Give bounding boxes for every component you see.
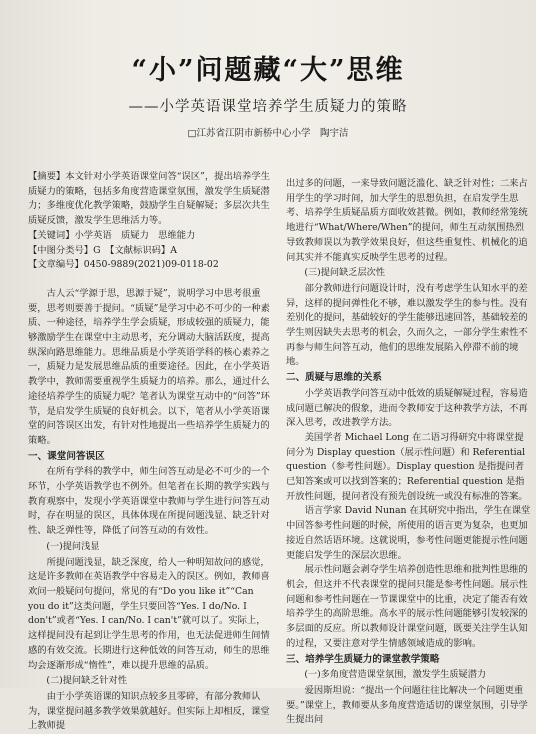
subheading-3-1: (一)多角度营造课堂氛围，激发学生质疑潜力: [304, 669, 487, 681]
subsection-3-1-paragraph: 爱因斯坦说：“提出一个问题往往比解决一个问题更重要。”课堂上，教师要从多角度营造适切的课堂氛围，引导学生提出问: [286, 684, 528, 726]
section-1-paragraph: 在所有学科的教学中，师生问答互动是必不可少的一个环节，小学英语教学也不例外。但笔者在长期的教学实践与教育观察中，发现小学英语课堂中教师与学生进行问答互动时，存在明显的误区，具体体现在所提问题浅显、缺乏针对性、缺乏弹性等，降低了问答互动的有效性。: [28, 466, 270, 537]
subheading-1-3: (三)提问缺乏层次性: [304, 267, 386, 279]
keywords: 【关键词】小学英语 质疑力 思维能力: [28, 229, 196, 241]
article-subtitle: ——小学英语课堂培养学生质疑力的策略: [128, 99, 408, 115]
spacer: [28, 273, 272, 287]
subsection-1-1-paragraph: 所提问题浅显，缺乏深度，给人一种明知故问的感觉，这是许多教师在英语教学中容易走入的误区。例如，教师喜欢问一般疑问句提问，常见的有“Do you like it”“Can you do it”这类问题，学生只要回答“Yes. I do/No. I don't”或者“Yes. I can/No. I can't”就可以了。实际上，这样提问没有起到让学生思考的作用，也无法促进师生间情感的有效交流。长期进行这种低效的问答互动，师生的思维均会逐渐形成“惰性”，难以提升思维的品质。: [28, 556, 270, 671]
subsection-1-3-paragraph: 部分教师进行问题设计时，没有考虑学生认知水平的差异，这样的提问弹性化不够，难以激发学生的参与性。没有差别化的提问，基础较好的学生能够迅速回答，基础较差的学生则因缺失去思考的机会，久而久之，一部分学生索性不再参与师生问答互动，他们的思维发展陷入停滞不前的境地。: [286, 282, 528, 368]
section-2-paragraph-1: 小学英语教学问答互动中低效的质疑解疑过程，容易造成问题已解决的假象，进而令教师安于这种教学方法，不再深入思考，改进教学方法。: [286, 387, 528, 429]
classification-number: 【中图分类号】G 【文献标识码】A: [28, 244, 177, 256]
section-2-paragraph-2: 美国学者 Michael Long 在二语习得研究中将课堂提问分为 Display question（展示性问题）和 Referential question（参考性问题）。Display question 是指提问者已知答案或可以找到答案的；Referential question 是指开放性问题，提问者没有预先创设统一或没有标准的答案。: [286, 431, 528, 502]
article-number: 【文章编号】0450-9889(2021)09-0118-02: [28, 259, 219, 271]
section-heading-1: 一、课堂问答误区: [28, 450, 105, 462]
abstract: 【摘要】本文针对小学英语课堂问答“误区”，提出培养学生质疑力的策略，包括多角度营造课堂氛围，激发学生质疑潜力；多维度优化教学策略，鼓励学生自疑解疑；多层次共生质疑反馈，激发学生思维活力等。: [28, 171, 270, 227]
left-column: [28, 170, 272, 734]
section-2-paragraph-3: 语言学家 David Nunan 在其研究中指出，学生在课堂中回答参考性问题的时候，所使用的语言更为复杂，也更加接近自然话语环境。这就说明，参考性问题更能提示性问题更能启发学生的深层次思维。: [286, 505, 531, 561]
author-line: □江苏省江阴市新桥中心小学 陶宇洁: [187, 128, 349, 139]
continued-paragraph: 出过多的问题，一来导致问题泛滥化、缺乏针对性；二来占用学生的学习时间，加大学生的思想负担，在启发学生思考、培养学生质疑品质方面收效甚微。例如，教师经常笼统地进行“What/Where/When”的提问，师生互动氛围热烈导致教师误以为教学效果良好，但这些重复性、机械化的追问其实并不能真实反映学生思考的过程。: [286, 178, 528, 263]
subheading-1-2: (二)提问缺乏针对性: [46, 675, 128, 687]
subsection-1-2-paragraph: 由于小学英语课的知识点较多且零碎，有部分教师认为，课堂提问越多教学效果就越好。但实际上却相反，课堂上教师提: [28, 690, 270, 732]
article-title: “小”问题藏“大”思维: [131, 55, 405, 86]
intro-paragraph: 古人云“学源于思，思源于疑”，说明学习中思考很重要，思考则要善于提问。“质疑”是学习中必不可少的一种素质、一种途径，培养学生学会质疑，形成较强的质疑力，能够激励学生在课堂中主动思考，充分调动大脑活跃度，提高纵深向路思维能力。思维品质是小学英语学科的核心素养之一，质疑力是发展思维品质的重要途径。因此，在小学英语教学中，教师需要重视学生质疑力的培养。那么，通过什么途径培养学生的质疑力呢？笔者认为课堂互动中的“问答”环节，是启发学生质疑的良好机会。以下，笔者从小学英语课堂的问答误区出发，有针对性地提出一些培养学生质疑力的策略。: [28, 287, 270, 446]
section-2-paragraph-4: 展示性问题会剥夺学生培养创造性思维和批判性思维的机会，但这并不代表课堂的提问只能是参考性问题。展示性问题和参考性问题在一节课课堂中的比重，决定了能否有效培养学生的高阶思维。高水平的展示性问题能够引发较深的多层面的反应。所以教师设计课堂问题，既要关注学生认知的过程，又要注意对学生情感领域造成的影响。: [286, 564, 528, 649]
subheading-1-1: (一)提问浅显: [46, 540, 100, 552]
section-heading-3: 三、培养学生质疑力的课堂教学策略: [286, 653, 440, 665]
section-heading-2: 二、质疑与思维的关系: [286, 372, 382, 384]
right-column: [286, 177, 532, 728]
